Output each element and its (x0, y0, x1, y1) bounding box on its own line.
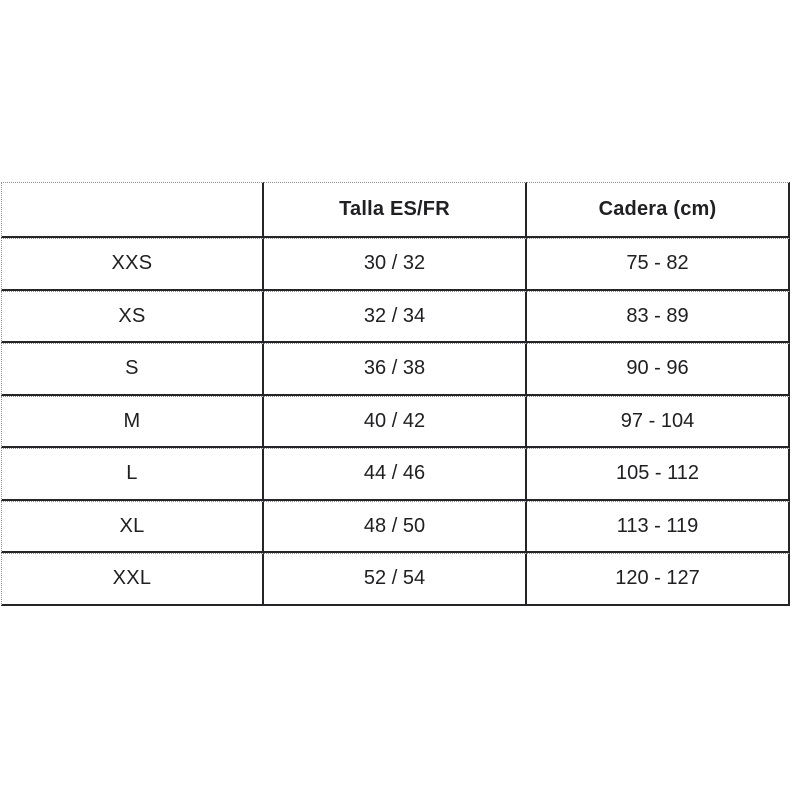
size-label: XXS (1, 238, 264, 291)
size-label: XL (1, 501, 264, 554)
talla-value: 32 / 34 (264, 291, 527, 344)
cadera-value: 75 - 82 (527, 238, 790, 291)
size-label: XXL (1, 553, 264, 606)
size-chart-container (1, 182, 790, 606)
size-chart-body (1, 238, 790, 606)
cadera-value: 90 - 96 (527, 343, 790, 396)
talla-value: 48 / 50 (264, 501, 527, 554)
size-label: S (1, 343, 264, 396)
header-cell-talla-es-fr: Talla ES/FR (264, 182, 527, 238)
table-row (1, 343, 790, 396)
cadera-value: 113 - 119 (527, 501, 790, 554)
cadera-value: 120 - 127 (527, 553, 790, 606)
table-row (1, 291, 790, 344)
header-cell-cadera-cm: Cadera (cm) (527, 182, 790, 238)
talla-value: 30 / 32 (264, 238, 527, 291)
cadera-value: 105 - 112 (527, 448, 790, 501)
table-row (1, 238, 790, 291)
size-chart-table (1, 182, 790, 606)
table-row (1, 501, 790, 554)
cadera-value: 97 - 104 (527, 396, 790, 449)
talla-value: 40 / 42 (264, 396, 527, 449)
size-label: XS (1, 291, 264, 344)
table-row (1, 448, 790, 501)
table-row (1, 396, 790, 449)
size-label: L (1, 448, 264, 501)
talla-value: 44 / 46 (264, 448, 527, 501)
table-row (1, 553, 790, 606)
talla-value: 52 / 54 (264, 553, 527, 606)
header-cell-size (1, 182, 264, 238)
size-chart-header (1, 182, 790, 238)
cadera-value: 83 - 89 (527, 291, 790, 344)
size-label: M (1, 396, 264, 449)
talla-value: 36 / 38 (264, 343, 527, 396)
header-row (1, 182, 790, 238)
